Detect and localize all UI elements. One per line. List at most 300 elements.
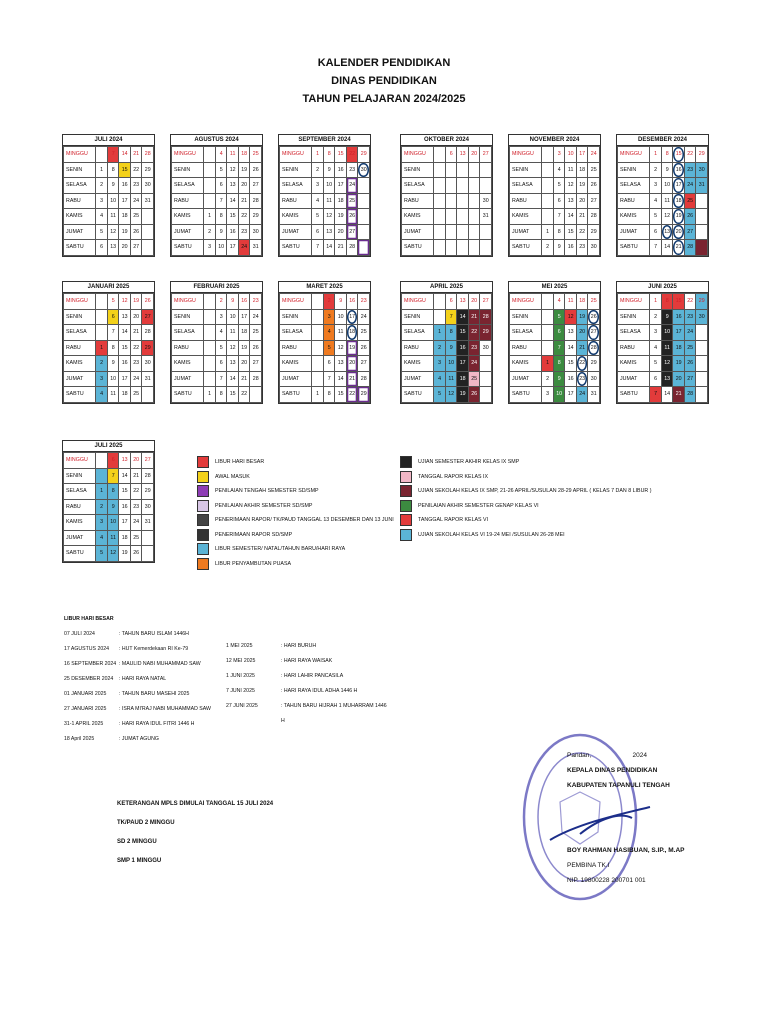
date-cell: 11: [565, 294, 577, 310]
week-day-row: [618, 387, 708, 403]
date-cell: [696, 240, 708, 256]
date-cell: [468, 178, 480, 194]
date-cell: 6: [215, 178, 227, 194]
week-day-row: [280, 240, 370, 256]
holiday-name: : TAHUN BARU MASEHI 2025: [119, 691, 190, 697]
date-cell: [542, 325, 554, 341]
day-label: MINGGU: [64, 294, 96, 310]
legend-item: [197, 542, 394, 557]
date-cell: [434, 224, 446, 240]
date-cell: 18: [119, 209, 131, 225]
date-cell: 28: [588, 209, 600, 225]
title-line-3: TAHUN PELAJARAN 2024/2025: [302, 93, 466, 105]
day-label: SABTU: [510, 240, 542, 256]
month-table: [279, 293, 370, 403]
day-label: MINGGU: [280, 147, 312, 163]
holiday-row: [64, 687, 244, 702]
day-label: RABU: [618, 193, 650, 209]
date-cell: 24: [468, 356, 480, 372]
date-cell: 18: [576, 294, 588, 310]
day-label: JUMAT: [280, 224, 312, 240]
month-table: [509, 293, 600, 403]
date-cell: 10: [107, 371, 119, 387]
date-cell: 25: [684, 193, 696, 209]
notes-line-3: SD 2 MINGGU: [117, 839, 157, 845]
day-label: JUMAT: [64, 224, 96, 240]
week-day-row: [64, 530, 154, 546]
date-cell: [480, 240, 492, 256]
date-cell: 14: [119, 147, 131, 163]
legend-label: PENILAIAN AKHIR SEMESTER SD/SMP: [215, 502, 313, 509]
holiday-name: : HARI RAYA IDUL ADHA 1446 H: [281, 688, 358, 694]
day-label: RABU: [64, 499, 96, 515]
date-cell: 22: [684, 147, 696, 163]
date-cell: 2: [323, 294, 335, 310]
day-label: SELASA: [64, 325, 96, 341]
date-cell: 5: [650, 209, 662, 225]
date-cell: 9: [107, 178, 119, 194]
date-cell: 27: [588, 325, 600, 341]
month-table: [171, 293, 262, 403]
week-day-row: [64, 546, 154, 562]
date-cell: 4: [215, 325, 227, 341]
date-cell: 10: [107, 193, 119, 209]
day-label: SABTU: [172, 387, 204, 403]
legend-swatch: [197, 558, 209, 570]
date-cell: 25: [250, 147, 262, 163]
day-label: MINGGU: [280, 294, 312, 310]
date-cell: 22: [130, 484, 142, 500]
day-label: RABU: [402, 340, 434, 356]
date-cell: 7: [107, 147, 119, 163]
date-cell: [696, 340, 708, 356]
date-cell: 19: [673, 209, 685, 225]
date-cell: 24: [130, 371, 142, 387]
date-cell: 5: [215, 162, 227, 178]
holiday-row: [64, 657, 244, 672]
date-cell: 12: [661, 356, 673, 372]
holiday-date: 27 JANUARI 2025: [64, 706, 107, 712]
date-cell: [696, 209, 708, 225]
month-name: JUNI 2025: [617, 282, 708, 293]
date-cell: 20: [335, 224, 347, 240]
day-label: RABU: [172, 340, 204, 356]
holiday-row: [64, 627, 244, 642]
legend-label: PENERIMAAN RAPOR/ TK/PAUD TANGGAL 13 DESEMBER DAN 13 JUNI: [215, 517, 394, 524]
date-cell: [358, 240, 370, 256]
month-table: [171, 146, 262, 256]
week-day-row: [618, 209, 708, 225]
date-cell: 31: [588, 387, 600, 403]
date-cell: 11: [661, 340, 673, 356]
day-label: SABTU: [510, 387, 542, 403]
date-cell: 4: [96, 530, 108, 546]
week-day-row: [618, 147, 708, 163]
week-day-row: [64, 162, 154, 178]
date-cell: 2: [650, 162, 662, 178]
week-day-row: [510, 340, 600, 356]
date-cell: 14: [227, 193, 239, 209]
week-day-row: [402, 193, 492, 209]
week-day-row: [172, 224, 262, 240]
date-cell: 26: [468, 387, 480, 403]
date-cell: 23: [250, 294, 262, 310]
holiday-row: [226, 699, 426, 729]
date-cell: 15: [227, 387, 239, 403]
date-cell: 13: [335, 356, 347, 372]
date-cell: 12: [565, 309, 577, 325]
date-cell: 18: [457, 371, 469, 387]
day-label: KAMIS: [64, 209, 96, 225]
date-cell: 17: [576, 147, 588, 163]
date-cell: 30: [358, 162, 370, 178]
date-cell: 31: [142, 371, 154, 387]
date-cell: 6: [96, 240, 108, 256]
date-cell: 10: [565, 147, 577, 163]
date-cell: 26: [358, 340, 370, 356]
date-cell: [142, 530, 154, 546]
date-cell: 12: [119, 294, 131, 310]
date-cell: 18: [673, 193, 685, 209]
date-cell: 12: [227, 340, 239, 356]
legend-swatch: [400, 485, 412, 497]
date-cell: 26: [588, 309, 600, 325]
date-cell: [457, 224, 469, 240]
date-cell: 6: [553, 325, 565, 341]
week-day-row: [172, 387, 262, 403]
holiday-date: 16 SEPTEMBER 2024: [64, 661, 117, 667]
date-cell: [142, 209, 154, 225]
date-cell: 25: [250, 325, 262, 341]
date-cell: 14: [661, 387, 673, 403]
date-cell: [696, 325, 708, 341]
date-cell: [480, 224, 492, 240]
month-calendar: [400, 134, 493, 257]
date-cell: [204, 356, 216, 372]
holiday-name: : HARI RAYA IDUL FITRI 1446 H: [119, 721, 195, 727]
day-label: RABU: [280, 193, 312, 209]
date-cell: [142, 224, 154, 240]
week-day-row: [618, 224, 708, 240]
date-cell: 6: [312, 224, 324, 240]
legend-swatch: [400, 471, 412, 483]
week-day-row: [402, 147, 492, 163]
day-label: SENIN: [172, 309, 204, 325]
date-cell: 7: [107, 325, 119, 341]
date-cell: 20: [119, 240, 131, 256]
legend-swatch: [400, 456, 412, 468]
date-cell: 17: [457, 356, 469, 372]
date-cell: 16: [565, 240, 577, 256]
day-label: MINGGU: [618, 294, 650, 310]
date-cell: 20: [238, 178, 250, 194]
date-cell: 23: [346, 162, 358, 178]
date-cell: 18: [335, 193, 347, 209]
legend-item: [400, 499, 651, 514]
date-cell: 7: [312, 240, 324, 256]
notes-line-1: KETERANGAN MPLS DIMULAI TANGGAL 15 JULI 2024: [117, 801, 274, 807]
day-label: SELASA: [172, 325, 204, 341]
day-label: SABTU: [64, 240, 96, 256]
holiday-row: [64, 672, 244, 687]
date-cell: [358, 224, 370, 240]
legend-swatch: [197, 456, 209, 468]
date-cell: 2: [542, 371, 554, 387]
date-cell: 2: [96, 499, 108, 515]
day-label: JUMAT: [64, 530, 96, 546]
date-cell: 11: [227, 147, 239, 163]
date-cell: 29: [358, 147, 370, 163]
date-cell: 27: [250, 178, 262, 194]
date-cell: [542, 147, 554, 163]
date-cell: [468, 162, 480, 178]
date-cell: [312, 325, 324, 341]
date-cell: [542, 309, 554, 325]
date-cell: [480, 356, 492, 372]
date-cell: [445, 224, 457, 240]
date-cell: 27: [480, 294, 492, 310]
date-cell: 28: [588, 340, 600, 356]
day-label: SENIN: [618, 309, 650, 325]
date-cell: [204, 147, 216, 163]
month-calendar: [616, 134, 709, 257]
date-cell: 22: [346, 387, 358, 403]
date-cell: 26: [142, 294, 154, 310]
date-cell: 26: [346, 209, 358, 225]
legend-label: UJIAN SEMESTER AKHIR KELAS IX SMP: [418, 459, 520, 466]
date-cell: 27: [358, 356, 370, 372]
date-cell: 23: [130, 178, 142, 194]
week-day-row: [64, 484, 154, 500]
sign-rank: PEMBINA TK.I: [567, 862, 610, 869]
date-cell: 26: [684, 209, 696, 225]
date-cell: [204, 294, 216, 310]
legend-label: PENILAIAN AKHIR SEMESTER GENAP KELAS VI: [418, 502, 539, 509]
holiday-row: [226, 684, 426, 699]
day-label: SENIN: [402, 309, 434, 325]
date-cell: 8: [553, 356, 565, 372]
date-cell: 5: [215, 340, 227, 356]
date-cell: 25: [130, 387, 142, 403]
week-day-row: [402, 309, 492, 325]
date-cell: 26: [684, 356, 696, 372]
date-cell: 23: [130, 499, 142, 515]
week-day-row: [64, 147, 154, 163]
date-cell: 8: [107, 340, 119, 356]
date-cell: 6: [107, 453, 119, 469]
holiday-row: [226, 639, 426, 654]
date-cell: 17: [238, 309, 250, 325]
date-cell: [312, 309, 324, 325]
legend-swatch: [197, 514, 209, 526]
week-day-row: [510, 371, 600, 387]
date-cell: 9: [107, 356, 119, 372]
day-label: SELASA: [402, 325, 434, 341]
date-cell: 29: [696, 294, 708, 310]
date-cell: [312, 356, 324, 372]
week-day-row: [280, 294, 370, 310]
week-day-row: [402, 178, 492, 194]
holiday-date: 12 MEI 2025: [226, 658, 256, 664]
date-cell: 11: [227, 325, 239, 341]
holiday-date: 07 JULI 2024: [64, 631, 95, 637]
day-label: MINGGU: [618, 147, 650, 163]
date-cell: 15: [335, 387, 347, 403]
holiday-row: [64, 717, 244, 732]
date-cell: 8: [215, 387, 227, 403]
date-cell: 5: [323, 340, 335, 356]
date-cell: 20: [468, 294, 480, 310]
date-cell: 18: [576, 162, 588, 178]
date-cell: [96, 294, 108, 310]
date-cell: 14: [565, 340, 577, 356]
date-cell: 31: [142, 515, 154, 531]
signature-block: [567, 748, 685, 888]
date-cell: 26: [588, 178, 600, 194]
month-name: OKTOBER 2024: [401, 135, 492, 146]
date-cell: 15: [119, 484, 131, 500]
legend-label: TANGGAL RAPOR KELAS VI: [418, 517, 489, 524]
date-cell: 13: [457, 294, 469, 310]
week-day-row: [280, 309, 370, 325]
date-cell: 22: [238, 387, 250, 403]
date-cell: 16: [346, 294, 358, 310]
legend-swatch: [197, 529, 209, 541]
week-day-row: [64, 309, 154, 325]
date-cell: 27: [130, 240, 142, 256]
date-cell: 15: [565, 224, 577, 240]
date-cell: 25: [588, 294, 600, 310]
date-cell: 24: [576, 387, 588, 403]
day-label: SABTU: [64, 546, 96, 562]
day-label: SELASA: [64, 484, 96, 500]
date-cell: 6: [445, 147, 457, 163]
date-cell: 26: [130, 224, 142, 240]
date-cell: [204, 340, 216, 356]
date-cell: 30: [142, 499, 154, 515]
date-cell: 18: [119, 530, 131, 546]
date-cell: 17: [119, 371, 131, 387]
date-cell: 12: [335, 340, 347, 356]
date-cell: 2: [96, 178, 108, 194]
month-calendar: [616, 281, 709, 404]
legend-item: [197, 499, 394, 514]
date-cell: 3: [650, 325, 662, 341]
holiday-date: 18 April 2025: [64, 736, 95, 742]
date-cell: 30: [480, 340, 492, 356]
date-cell: 19: [238, 340, 250, 356]
month-table: [63, 146, 154, 256]
day-label: SELASA: [64, 178, 96, 194]
holiday-date: 1 MEI 2025: [226, 643, 253, 649]
day-label: RABU: [618, 340, 650, 356]
week-day-row: [172, 209, 262, 225]
date-cell: 13: [119, 309, 131, 325]
legend-item: [400, 528, 651, 543]
date-cell: [542, 209, 554, 225]
legend-swatch: [400, 514, 412, 526]
date-cell: 8: [107, 162, 119, 178]
date-cell: 9: [323, 162, 335, 178]
date-cell: 29: [142, 484, 154, 500]
day-label: SENIN: [402, 162, 434, 178]
week-day-row: [402, 387, 492, 403]
date-cell: 22: [346, 147, 358, 163]
date-cell: [204, 325, 216, 341]
date-cell: 25: [468, 371, 480, 387]
date-cell: 20: [130, 309, 142, 325]
legend-swatch: [400, 500, 412, 512]
legend-swatch: [197, 500, 209, 512]
week-day-row: [64, 515, 154, 531]
week-day-row: [280, 387, 370, 403]
month-name: DESEMBER 2024: [617, 135, 708, 146]
week-day-row: [280, 147, 370, 163]
date-cell: 23: [576, 240, 588, 256]
date-cell: [96, 309, 108, 325]
legend-swatch: [400, 529, 412, 541]
date-cell: 28: [250, 371, 262, 387]
day-label: RABU: [510, 193, 542, 209]
week-day-row: [64, 371, 154, 387]
date-cell: [204, 193, 216, 209]
date-cell: 5: [107, 294, 119, 310]
date-cell: 27: [588, 193, 600, 209]
day-label: KAMIS: [64, 356, 96, 372]
date-cell: 21: [346, 371, 358, 387]
date-cell: 28: [142, 468, 154, 484]
day-label: SABTU: [280, 387, 312, 403]
date-cell: 3: [96, 515, 108, 531]
date-cell: 16: [565, 371, 577, 387]
date-cell: 18: [238, 147, 250, 163]
day-label: MINGGU: [172, 294, 204, 310]
date-cell: 26: [130, 546, 142, 562]
date-cell: [312, 294, 324, 310]
date-cell: 24: [358, 309, 370, 325]
date-cell: 23: [238, 224, 250, 240]
legend-item: [197, 528, 394, 543]
month-calendar: [170, 281, 263, 404]
month-calendar: [62, 440, 155, 563]
day-label: SELASA: [280, 178, 312, 194]
month-calendar: [278, 281, 371, 404]
date-cell: [434, 240, 446, 256]
legend-right: [400, 455, 651, 542]
month-calendar: [508, 134, 601, 257]
day-label: SENIN: [64, 468, 96, 484]
month-name: NOVEMBER 2024: [509, 135, 600, 146]
date-cell: 13: [227, 356, 239, 372]
date-cell: 1: [650, 147, 662, 163]
date-cell: 7: [650, 240, 662, 256]
date-cell: 11: [323, 193, 335, 209]
day-label: MINGGU: [510, 294, 542, 310]
date-cell: [468, 224, 480, 240]
date-cell: [468, 193, 480, 209]
week-day-row: [510, 162, 600, 178]
day-label: MINGGU: [402, 294, 434, 310]
day-label: KAMIS: [402, 209, 434, 225]
date-cell: 17: [335, 178, 347, 194]
month-calendar: [508, 281, 601, 404]
date-cell: 19: [335, 209, 347, 225]
date-cell: 15: [565, 356, 577, 372]
legend-label: UJIAN SEKOLAH KELAS VI 19-24 MEI /SUSULAN 26-28 MEI: [418, 531, 565, 538]
week-day-row: [618, 193, 708, 209]
date-cell: 20: [673, 224, 685, 240]
date-cell: 17: [119, 515, 131, 531]
